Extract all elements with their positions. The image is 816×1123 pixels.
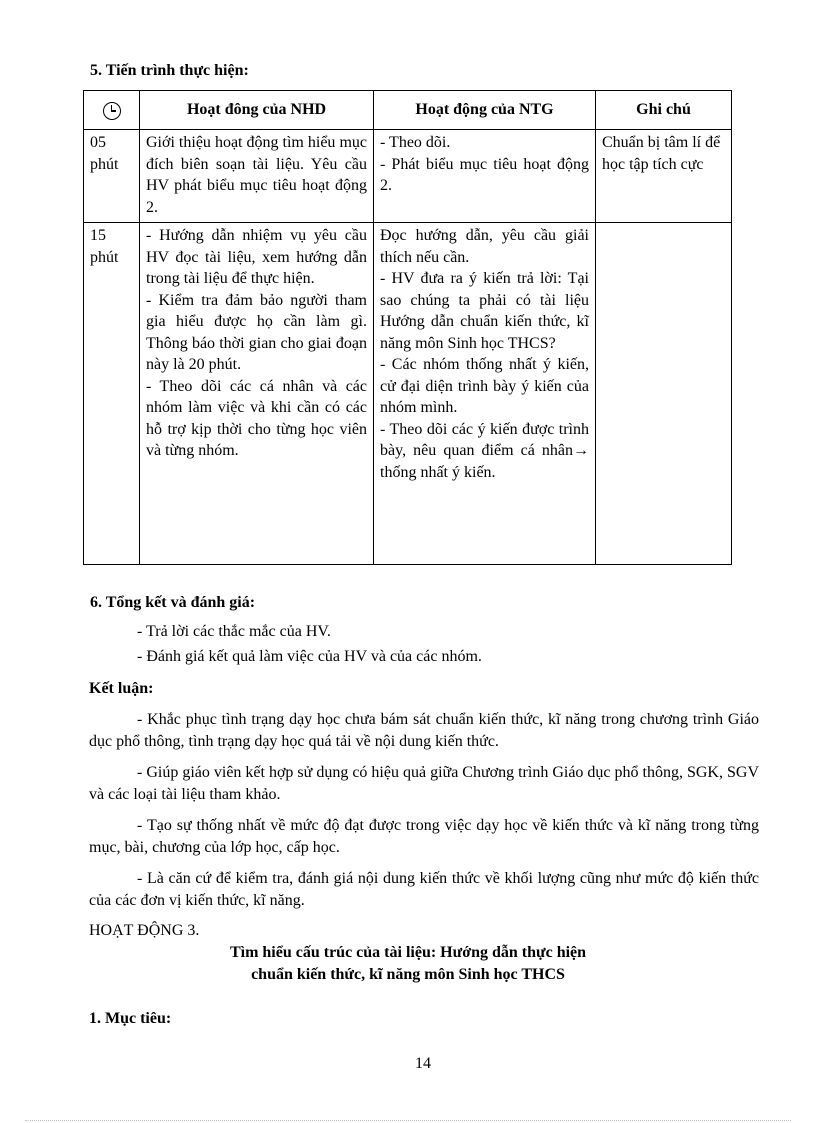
nhd-cell [140, 130, 374, 223]
note-text: Chuẩn bị tâm lí để học tập tích cực [602, 134, 721, 173]
conclusion-paragraph: - Giúp giáo viên kết hợp sử dụng có hiệu quả giữa Chương trình Giáo dục phổ thông, SGK, SGV và các loại tài liệu tham khảo. [89, 764, 759, 803]
table-row [84, 223, 732, 565]
footer-divider [25, 1120, 791, 1121]
ntg-text: - Phát biểu mục tiêu hoạt động 2. [380, 155, 589, 194]
ntg-text: - Theo dõi. [380, 134, 451, 151]
summary-item: - Trả lời các thắc mắc của HV. [137, 623, 331, 640]
section-5-title: 5. Tiến trình thực hiện: [90, 62, 249, 79]
nhd-text: Giới thiệu hoạt động tìm hiểu mục đích biên soạn tài liệu. Yêu cầu HV phát biểu mục tiêu hoạt động 2. [146, 134, 367, 216]
conclusion-paragraph: - Tạo sự thống nhất về mức độ đạt được trong việc dạy học về kiến thức và kĩ năng trong từng mục, bài, chương của lớp học, cấp học. [89, 817, 759, 856]
ntg-text: - Các nhóm thống nhất ý kiến, cử đại diện trình bày ý kiến của nhóm mình. [380, 356, 589, 416]
table-row [84, 130, 732, 223]
activity-subtitle: chuẩn kiến thức, kĩ năng môn Sinh học THCS [251, 966, 565, 983]
nhd-cell [140, 223, 374, 565]
ntg-text: Đọc hướng dẫn, yêu cầu giải thích nếu cần. [380, 227, 589, 266]
header-ntg: Hoạt động của NTG [374, 91, 596, 130]
time-value: 05 [90, 134, 106, 151]
activity-title: Tìm hiểu cấu trúc của tài liệu: Hướng dẫn thực hiện [229, 944, 587, 961]
note-cell [596, 130, 732, 223]
section-6-title: 6. Tổng kết và đánh giá: [90, 594, 256, 611]
ntg-text: - HV đưa ra ý kiến trả lời: Tại sao chúng ta phải có tài liệu Hướng dẫn chuẩn kiến thức, kĩ năng môn Sinh học THCS? [380, 270, 589, 352]
time-value: 15 [90, 227, 106, 244]
time-unit: phút [90, 155, 119, 173]
nhd-text: - Hướng dẫn nhiệm vụ yêu cầu HV đọc tài liệu, xem hướng dẫn trong tài liệu để thực hiện. [146, 227, 367, 287]
page-number: 14 [415, 1055, 431, 1072]
schedule-table [83, 90, 732, 565]
summary-item: - Đánh giá kết quả làm việc của HV và của các nhóm. [137, 648, 482, 665]
ntg-cell [374, 130, 596, 223]
activity-label: HOẠT ĐỘNG 3. [89, 922, 200, 939]
time-cell [84, 223, 140, 565]
time-unit: phút [90, 248, 119, 266]
header-nhd: Hoạt đông của NHD [140, 91, 374, 130]
table-header-row [84, 91, 732, 130]
note-cell [596, 223, 732, 565]
section-1-title: 1. Mục tiêu: [89, 1010, 172, 1027]
conclusion-paragraph: - Khắc phục tình trạng dạy học chưa bám sát chuẩn kiến thức, kĩ năng trong chương trình Giáo dục phổ thông, tình trạng dạy học quá tải về nội dung kiến thức. [89, 711, 759, 750]
conclusion-paragraph: - Là căn cứ để kiểm tra, đánh giá nội dung kiến thức về khối lượng cũng như mức độ kiến thức của các đơn vị kiến thức, kĩ năng. [89, 870, 759, 909]
clock-icon [103, 102, 121, 120]
nhd-text: - Theo dõi các cá nhân và các nhóm làm việc và khi cần có các hỗ trợ kịp thời cho từng học viên và từng nhóm. [146, 377, 367, 459]
ntg-cell [374, 223, 596, 565]
time-cell [84, 130, 140, 223]
conclusion-title: Kết luận: [89, 680, 154, 697]
header-time [84, 91, 140, 130]
ntg-text: - Theo dõi các ý kiến được trình bày, nêu quan điểm cá nhân→ thống nhất ý kiến. [380, 420, 589, 481]
header-notes: Ghi chú [596, 91, 732, 130]
nhd-text: - Kiểm tra đảm bảo người tham gia hiểu được họ cần làm gì. Thông báo thời gian cho giai đoạn này là 20 phút. [146, 291, 367, 373]
